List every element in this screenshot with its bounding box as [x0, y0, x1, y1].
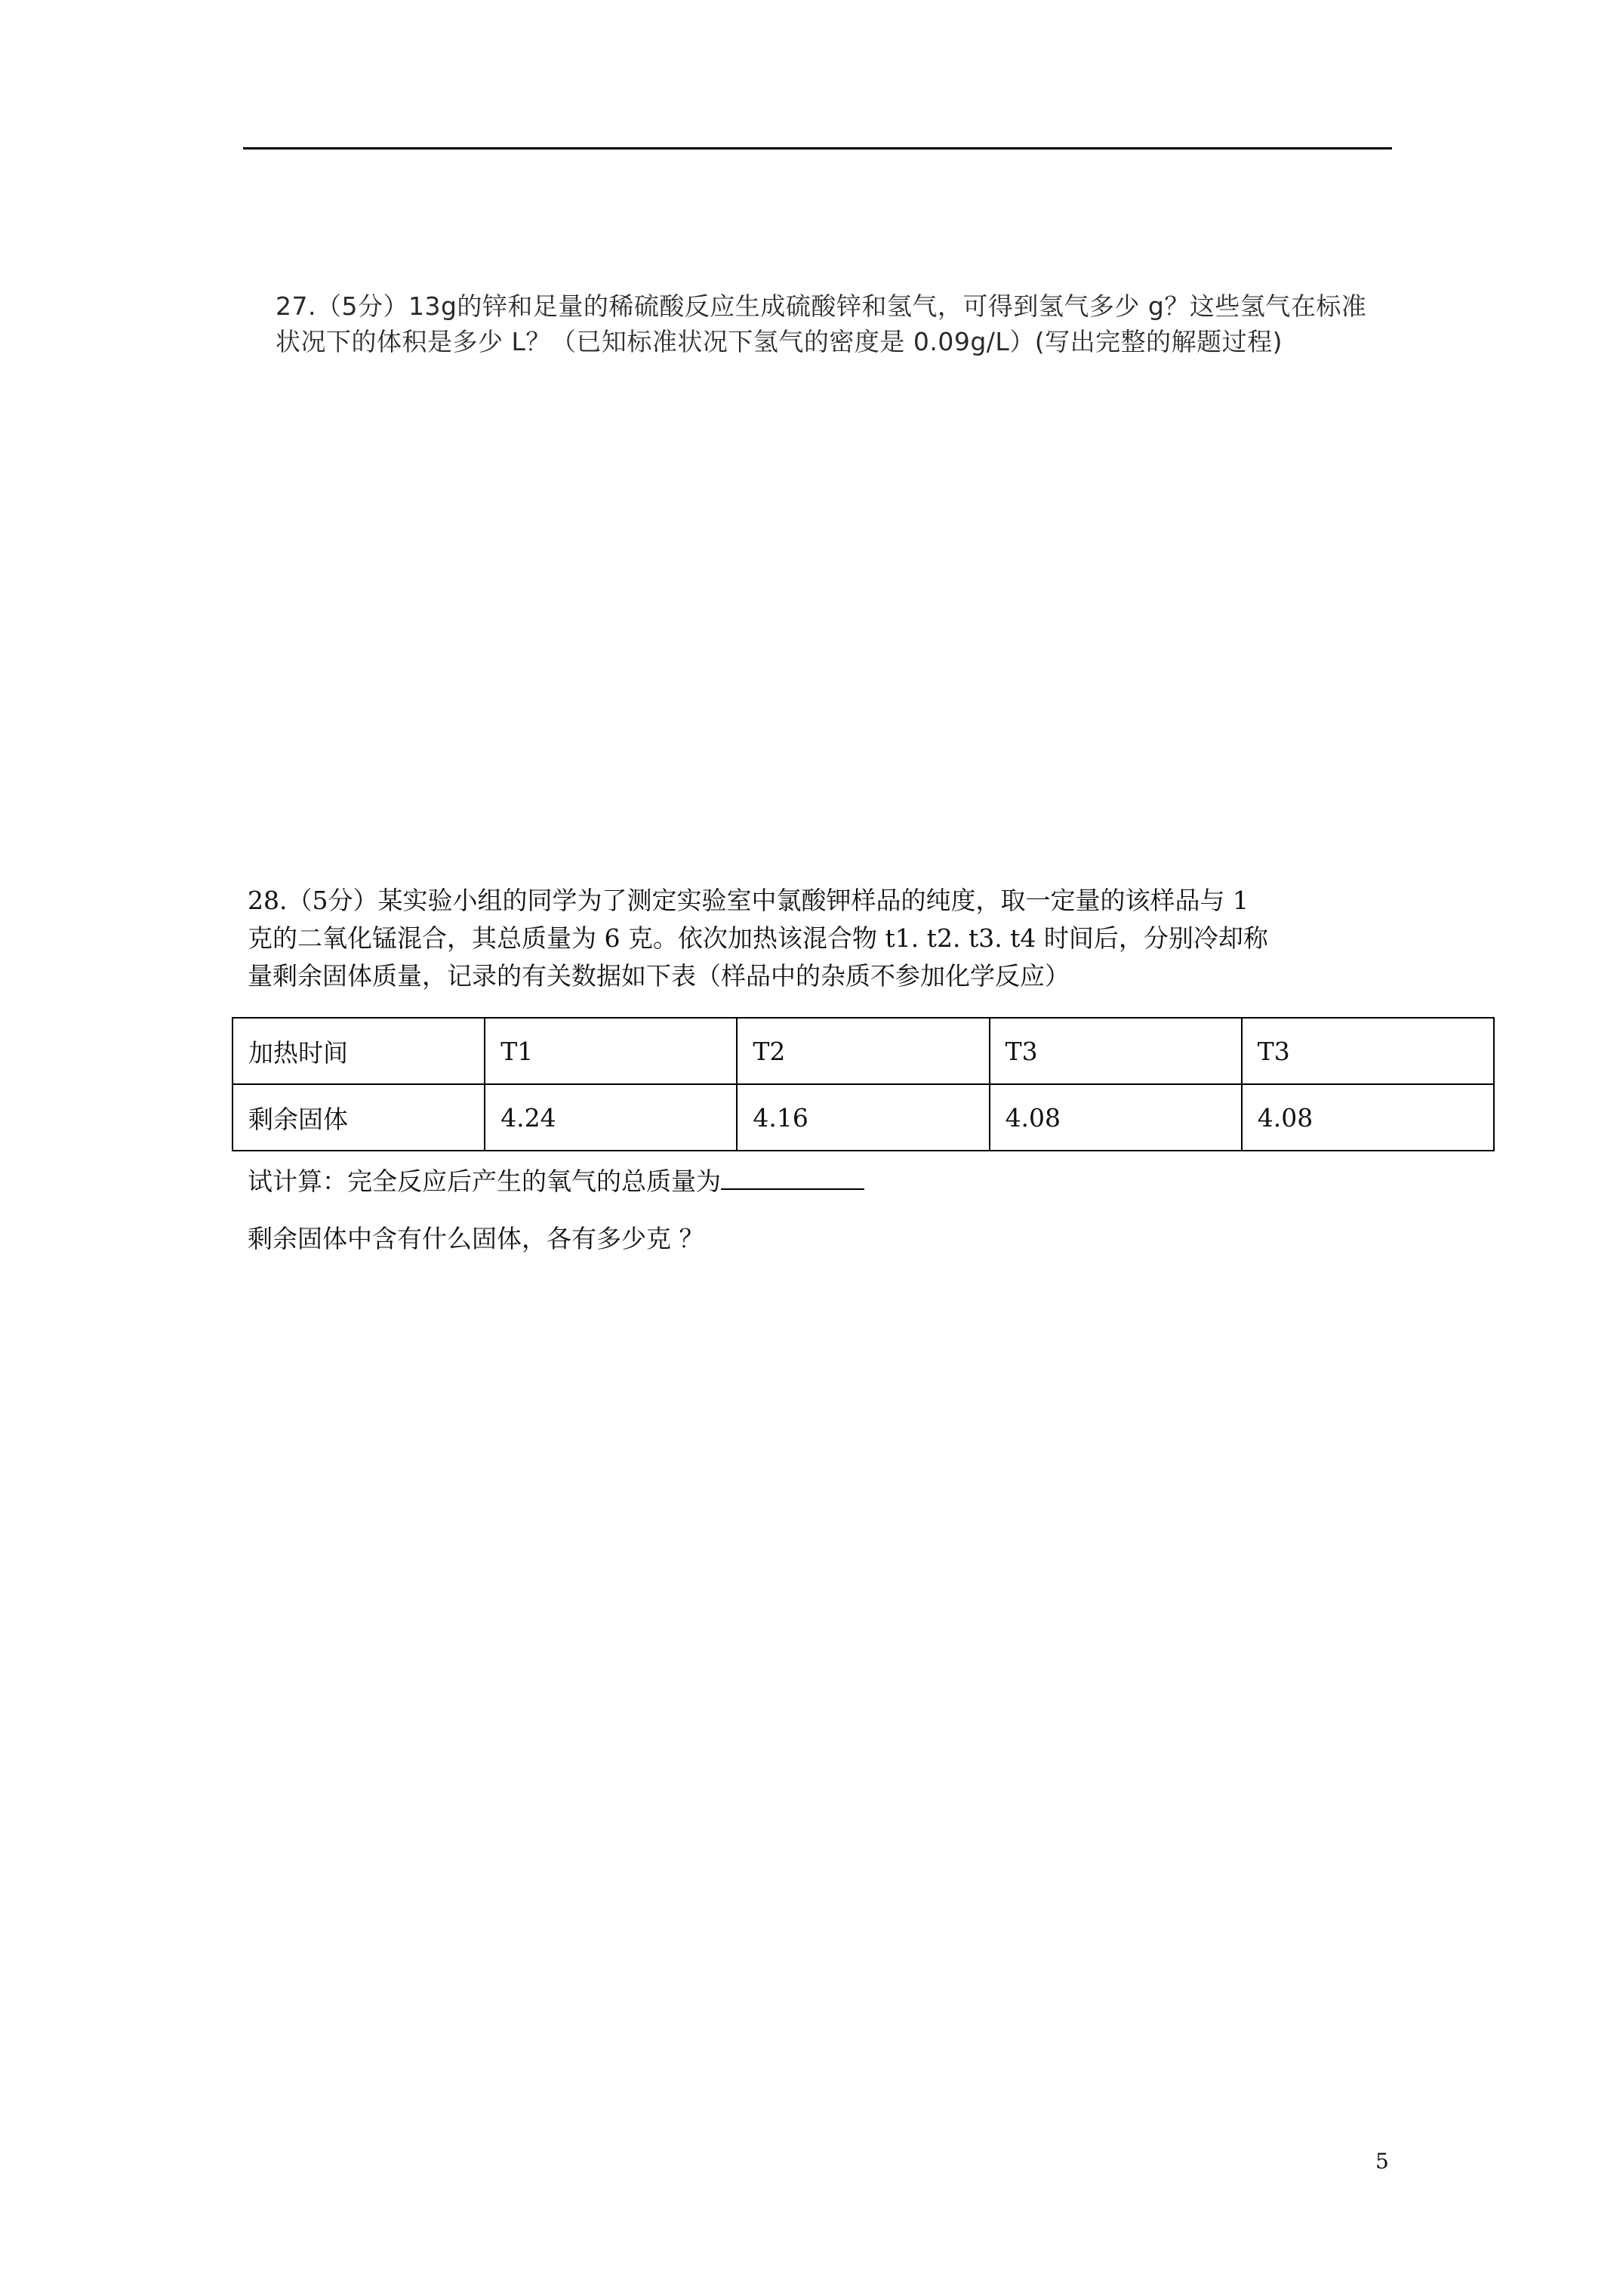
table-row-remaining-solid — [233, 1084, 1494, 1151]
table-cell: 4.24 — [485, 1084, 737, 1151]
table-header-cell: 剩余固体 — [233, 1084, 485, 1151]
table-row-heating-time — [233, 1018, 1494, 1084]
question-28-line: 量剩余固体质量，记录的有关数据如下表（样品中的杂质不参加化学反应） — [248, 961, 1070, 991]
table-header-cell: 加热时间 — [233, 1018, 485, 1084]
table-cell: 4.08 — [990, 1084, 1242, 1151]
question-28-line: 克的二氧化锰混合，其总质量为 6 克。依次加热该混合物 t1. t2. t3. t4 时间后，分别冷却称 — [248, 923, 1268, 953]
table-cell: T2 — [737, 1018, 989, 1084]
remaining-solid-question: 剩余固体中含有什么固体，各有多少克 ？ — [248, 1224, 704, 1253]
table-cell: 4.08 — [1242, 1084, 1494, 1151]
question-28-line: 28.（5分）某实验小组的同学为了测定实验室中氯酸钾样品的纯度，取一定量的该样品与 1 — [248, 886, 1249, 915]
table-cell: T1 — [485, 1018, 737, 1084]
question-28 — [248, 882, 1395, 995]
page-number: 5 — [1375, 2149, 1389, 2174]
table-cell: T3 — [1242, 1018, 1494, 1084]
table-cell: T3 — [990, 1018, 1242, 1084]
question-27: 27.（5分）13g的锌和足量的稀硫酸反应生成硫酸锌和氢气，可得到氢气多少 g？这些氢气在标准状况下的体积是多少 L？（已知标准状况下氢气的密度是 0.09g/L）(写出完整的解题过程) — [276, 291, 1367, 356]
calc-prompt — [248, 1161, 864, 1200]
header-rule — [243, 147, 1392, 149]
calc-prompt-text: 试计算：完全反应后产生的氧气的总质量为 — [248, 1166, 721, 1196]
data-table — [232, 1017, 1495, 1151]
table-cell: 4.16 — [737, 1084, 989, 1151]
answer-blank[interactable] — [721, 1161, 864, 1190]
